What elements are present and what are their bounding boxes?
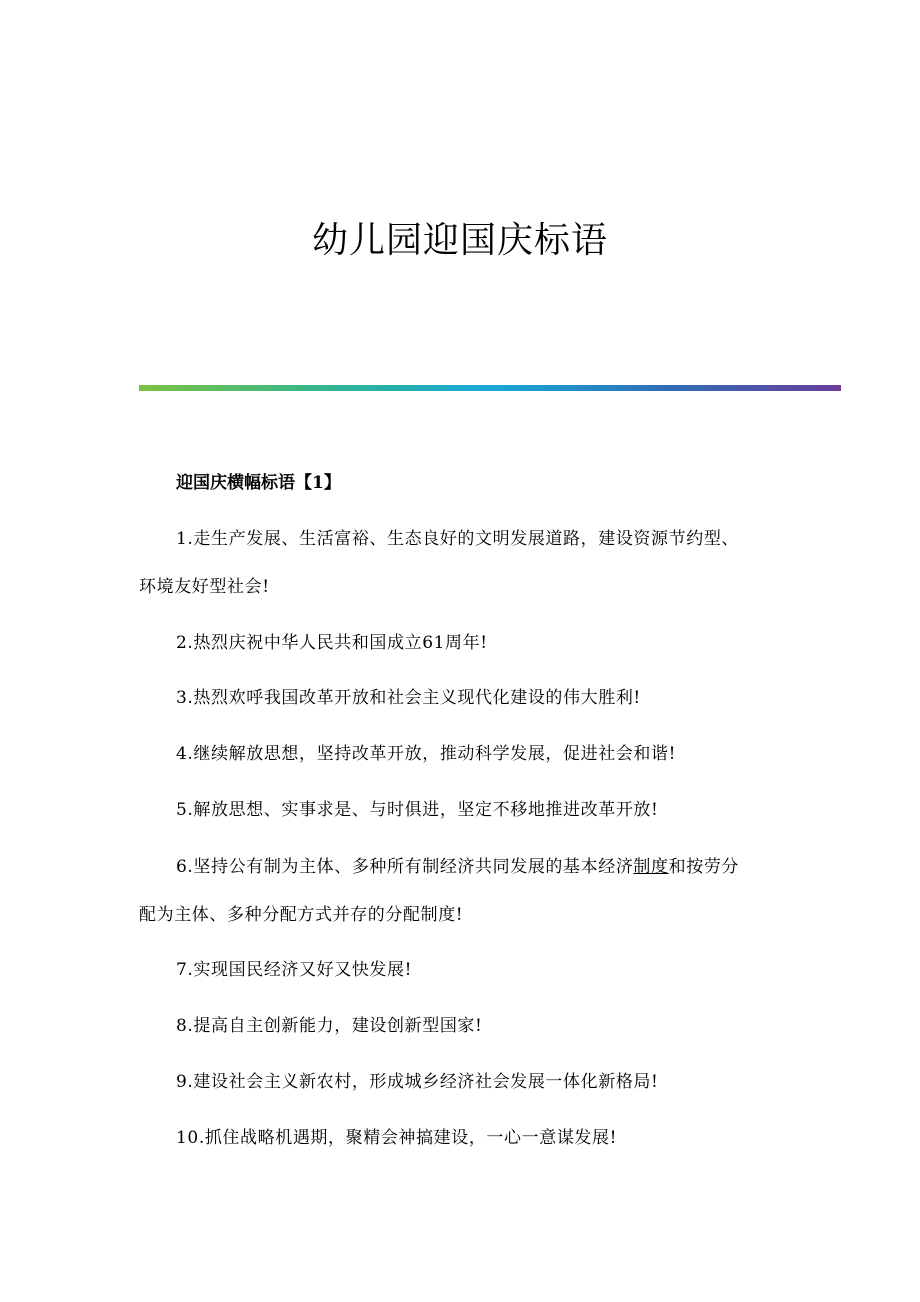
list-item bbox=[139, 683, 641, 713]
item-text-continued: 配为主体、多种分配方式并存的分配制度! bbox=[139, 905, 464, 925]
item-text-part: 和按劳分 bbox=[668, 857, 740, 877]
item-text-part: 6.坚持公有制为主体、多种所有制经济共同发展的基本经济 bbox=[176, 857, 634, 877]
list-item bbox=[139, 1123, 617, 1153]
section-heading: 迎国庆横幅标语【1】 bbox=[176, 473, 341, 493]
gradient-divider bbox=[139, 385, 841, 391]
item-text bbox=[139, 852, 739, 882]
item-text: 5.解放思想、实事求是、与时俱进，坚定不移地推进改革开放! bbox=[176, 800, 659, 820]
item-text: 7.实现国民经济又好又快发展! bbox=[176, 960, 413, 980]
item-text: 8.提高自主创新能力，建设创新型国家! bbox=[176, 1016, 483, 1036]
list-item bbox=[139, 955, 412, 985]
item-text: 9.建设社会主义新农村，形成城乡经济社会发展一体化新格局! bbox=[176, 1072, 659, 1092]
list-item bbox=[139, 852, 739, 930]
list-item bbox=[139, 1067, 658, 1097]
list-item bbox=[139, 628, 488, 658]
item-text: 1.走生产发展、生活富裕、生态良好的文明发展道路，建设资源节约型、 bbox=[176, 529, 740, 549]
list-item bbox=[139, 795, 658, 825]
underlined-term: 制度 bbox=[633, 857, 669, 877]
item-text: 3.热烈欢呼我国改革开放和社会主义现代化建设的伟大胜利! bbox=[176, 688, 641, 708]
item-text: 2.热烈庆祝中华人民共和国成立61周年! bbox=[176, 633, 488, 653]
item-text: 10.抓住战略机遇期，聚精会神搞建设，一心一意谋发展! bbox=[176, 1128, 618, 1148]
item-text: 4.继续解放思想，坚持改革开放，推动科学发展，促进社会和谐! bbox=[176, 744, 677, 764]
document-title: 幼儿园迎国庆标语 bbox=[311, 220, 608, 261]
list-item bbox=[139, 739, 676, 769]
list-item bbox=[139, 524, 739, 602]
item-text-continued: 环境友好型社会! bbox=[139, 577, 270, 597]
list-item bbox=[139, 1011, 482, 1041]
